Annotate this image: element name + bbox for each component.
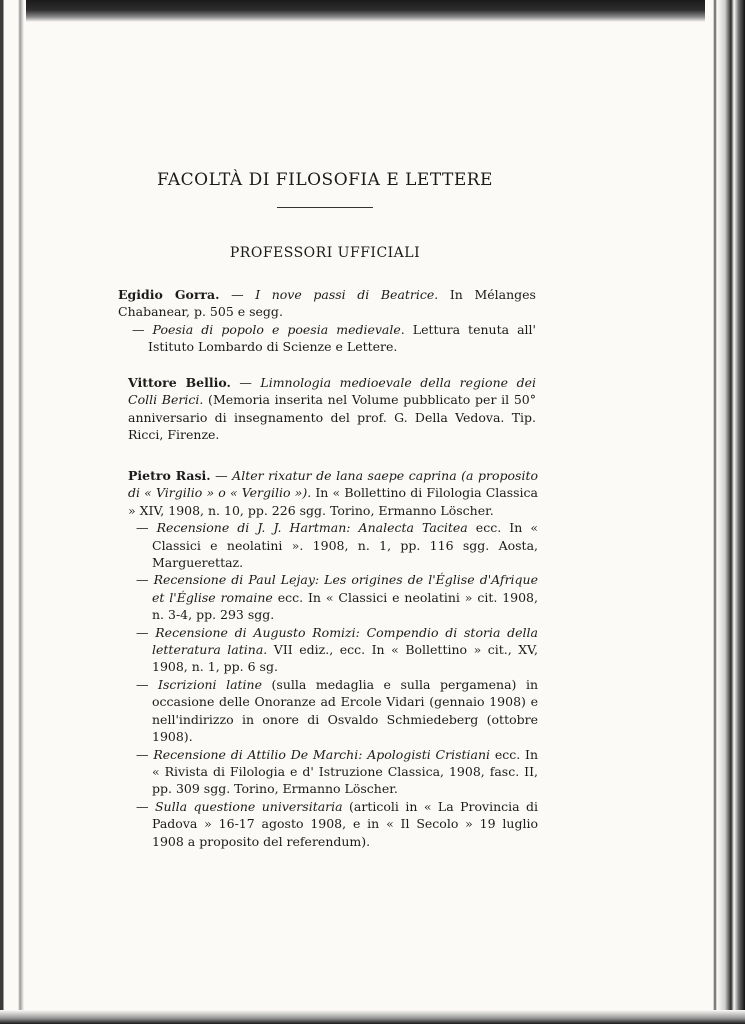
work-title: Iscrizioni latine: [158, 676, 262, 692]
scan-border-left: [0, 0, 26, 1024]
work-title: Recensione di Augusto Romizi: Compendio di storia della letteratura latina.: [152, 624, 538, 658]
work-title: Recensione di J. J. Hartman: Analecta Tacitea: [156, 520, 468, 536]
work-title: Poesia di popolo e poesia medievale.: [152, 321, 405, 337]
work-details: (Memoria inserita nel Volume pubblicato per il 50° anniversario di insegnamento del prof. G. Della Vedova. Tip. Ricci, Firenze.: [128, 392, 537, 443]
work-title: Limnologia medioevale della regione dei Colli Berici.: [128, 375, 536, 408]
work-details: ecc. In « Classici e neolatini ». 1908, n. 1, pp. 116 sgg. Aosta, Marguerettaz.: [152, 520, 538, 571]
work-details: Lettura tenuta all' Istituto Lombardo di Scienze e Lettere.: [148, 321, 536, 355]
entry-item: [122, 798, 538, 850]
work-title: Recensione di Paul Lejay: Les origines de l'Église d'Afrique et l'Église romaine: [152, 572, 538, 605]
work-title: I nove passi di Beatrice.: [255, 287, 439, 302]
item-lead: —: [215, 468, 233, 483]
item-lead: —: [239, 375, 261, 390]
item-lead: —: [136, 676, 159, 692]
author-name: Vittore Bellio.: [128, 375, 231, 390]
entry-item: [122, 571, 538, 623]
entry-item: [122, 624, 538, 676]
item-lead: —: [231, 287, 256, 302]
bibliography-entry: [118, 286, 536, 356]
bibliography-entry: [128, 467, 538, 850]
bibliography-entry: [128, 374, 536, 444]
entry-item: [122, 676, 538, 746]
entry-item: [118, 321, 536, 356]
entry-item: [122, 746, 538, 798]
work-details: ecc. In « Classici e neolatini » cit. 1908, n. 3-4, pp. 293 sgg.: [152, 589, 538, 623]
item-lead: —: [132, 321, 153, 337]
entry-first-item: [128, 467, 538, 519]
work-details: (articoli in « La Provincia di Padova » 16-17 agosto 1908, e in « Il Secolo » 19 luglio 1908 a proposito del referendum).: [152, 798, 539, 849]
item-lead: —: [136, 520, 157, 536]
work-title: Sulla questione universitaria: [154, 798, 343, 814]
title-divider: [277, 207, 373, 208]
item-lead: —: [136, 798, 155, 814]
section-heading: PROFESSORI UFFICIALI: [229, 245, 421, 261]
item-lead: —: [136, 624, 156, 640]
page-title: FACOLTÀ DI FILOSOFIA E LETTERE: [157, 170, 493, 190]
author-name: Pietro Rasi.: [128, 468, 211, 483]
scan-border-right: [705, 0, 745, 1024]
work-title: Alter rixatur de lana saepe caprina (a proposito di « Virgilio » o « Vergilio »).: [128, 468, 539, 501]
entry-first-item: [118, 286, 536, 321]
work-title: Recensione di Attilio De Marchi: Apologisti Cristiani: [153, 746, 491, 762]
item-lead: —: [136, 746, 154, 762]
work-details: In Mélanges Chabanear, p. 505 e segg.: [118, 287, 536, 320]
item-lead: —: [136, 572, 154, 588]
work-details: (sulla medaglia e sulla pergamena) in occasione delle Onoranze ad Ercole Vidari (gennaio 1908) e nell'indirizzo in onore di Osvaldo Schmiedeberg (ottobre 1908).: [152, 676, 538, 745]
scan-border-bottom: [0, 1010, 745, 1024]
entry-item: [122, 519, 538, 571]
work-details: ecc. In « Rivista di Filologia e d' Istruzione Classica, 1908, fasc. II, pp. 309 sgg. Torino, Ermanno Löscher.: [152, 746, 538, 797]
entry-first-item: [128, 374, 536, 444]
scan-border-top: [0, 0, 745, 22]
work-details: VII ediz., ecc. In « Bollettino » cit., XV, 1908, n. 1, pp. 6 sg.: [152, 642, 538, 675]
work-details: In « Bollettino di Filologia Classica » XIV, 1908, n. 10, pp. 226 sgg. Torino, Ermanno Löscher.: [128, 485, 538, 518]
author-name: Egidio Gorra.: [118, 287, 220, 302]
